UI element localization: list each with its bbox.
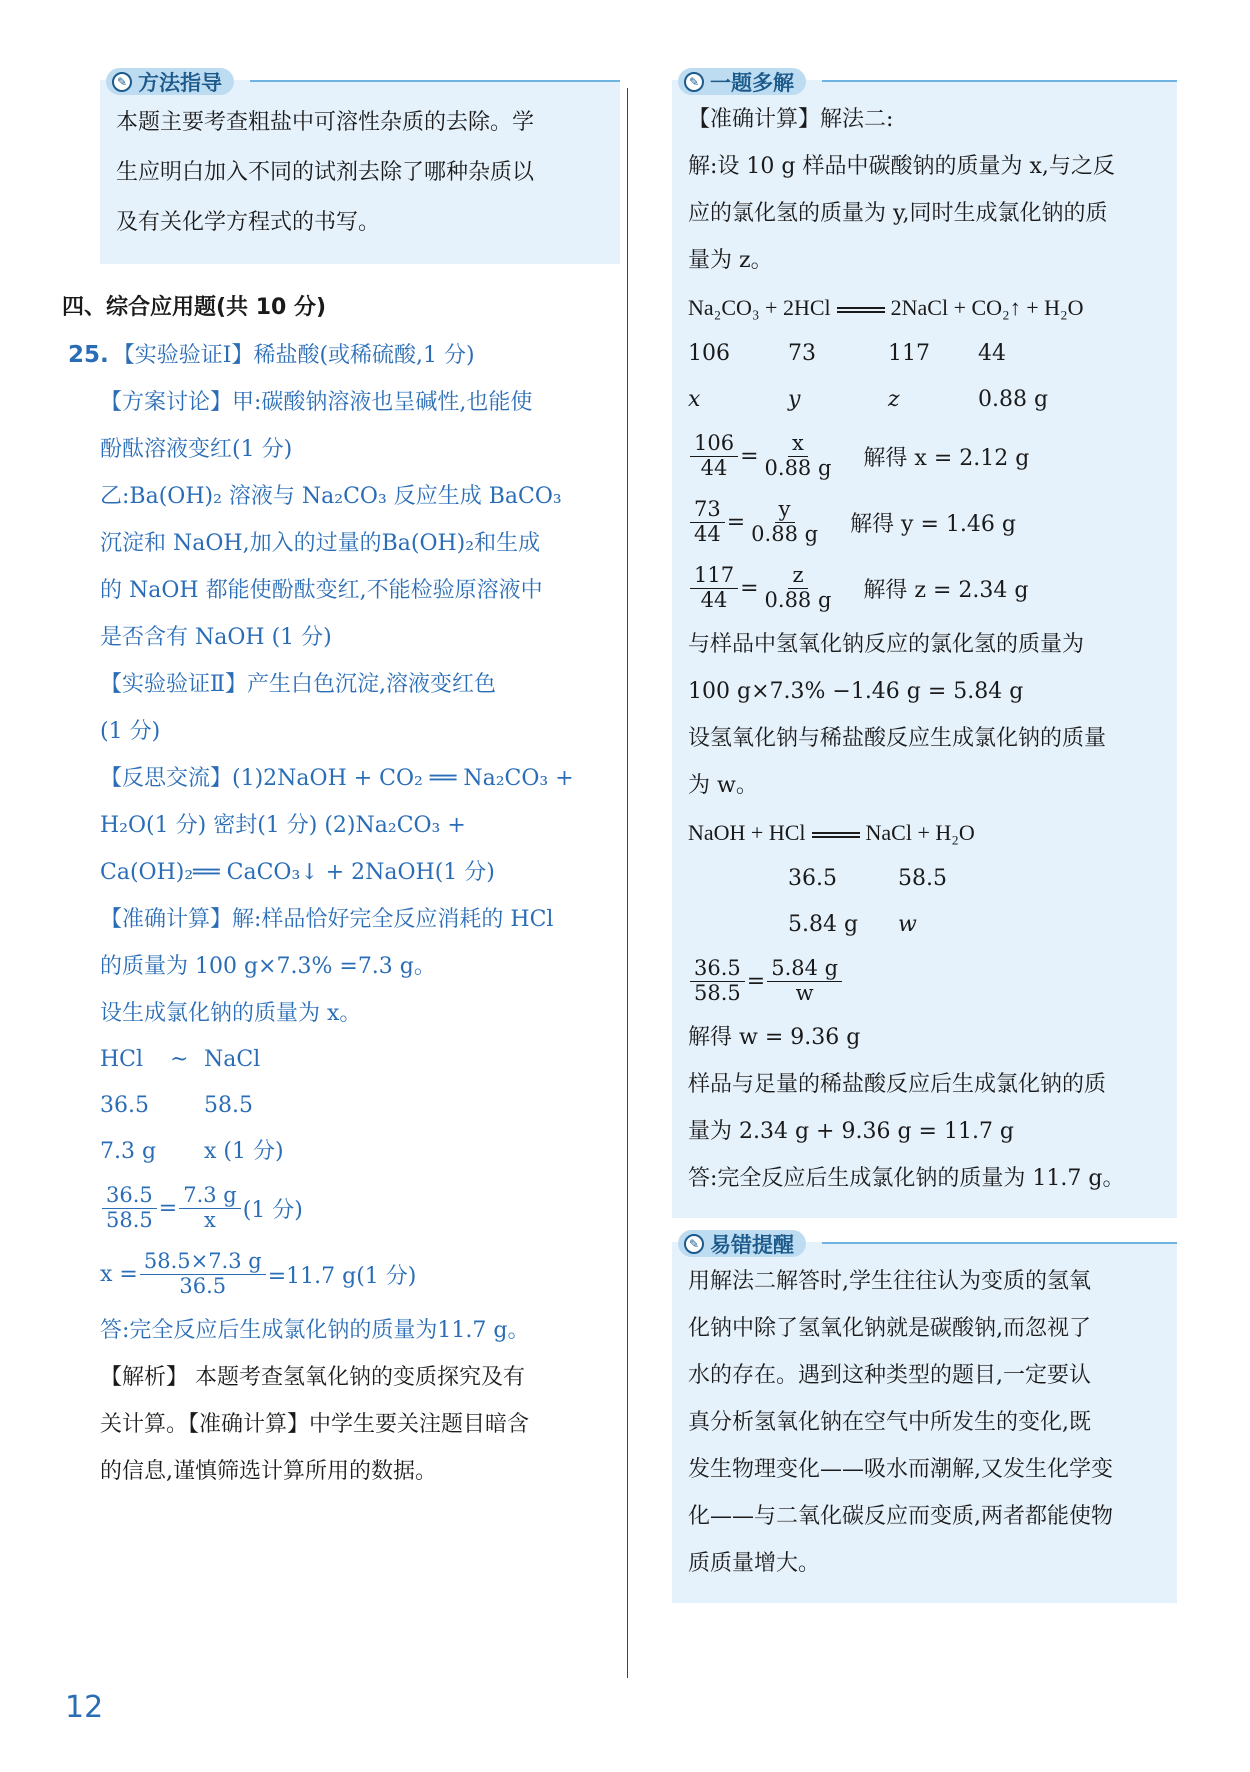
section-title: 四、综合应用题(共 10 分) — [62, 295, 327, 320]
proportion-equation: $\frac{36.5}{58.5}$ = $\frac{7.3 g}{x}$ (1 分) — [100, 1175, 620, 1241]
proportion-w: $\frac{36.5}{58.5}$ = $\frac{5.84 g}{w}$ — [688, 948, 1161, 1014]
multi-solution-tag — [678, 68, 806, 95]
ratio-row: 7.3 g x (1 分) — [100, 1139, 284, 1164]
answer-line: 的质量为 100 g×7.3% =7.3 g。 — [100, 954, 436, 979]
answer-line: 【准确计算】解:样品恰好完全反应消耗的 HCl — [100, 907, 554, 932]
error-reminder-tag — [678, 1230, 806, 1257]
box-rule — [822, 1242, 1177, 1244]
answer-line: 酚酞溶液变红(1 分) — [100, 437, 293, 462]
solution-line: 应的氯化氢的质量为 y,同时生成氯化钠的质 — [688, 201, 1108, 226]
answer-line: 【反思交流】(1)2NaOH + CO₂ ══ Na₂CO₃ + — [100, 766, 574, 791]
eq1-var-row: x y z 0.88 g — [688, 387, 1049, 412]
solution-line: 设氢氧化钠与稀盐酸反应生成氯化钠的质量 — [688, 726, 1107, 751]
page-number: 12 — [65, 1690, 104, 1725]
pencil-icon: ✎ — [684, 72, 704, 92]
answer-line: 设生成氯化钠的质量为 x。 — [100, 1001, 362, 1026]
analysis-line: 【解析】 本题考查氢氧化钠的变质探究及有 — [100, 1365, 525, 1390]
chemical-equation-1: Na₂CO₃ + 2HCl 2NaCl + CO₂↑ + H₂O — [688, 295, 1084, 320]
answer-line: Ca(OH)₂══ CaCO₃↓ + 2NaOH(1 分) — [100, 860, 495, 885]
answer-line: 是否含有 NaOH (1 分) — [100, 625, 332, 650]
box-rule — [822, 80, 1177, 82]
reminder-line: 质质量增大。 — [688, 1551, 821, 1576]
column-divider — [627, 88, 628, 1678]
reminder-line: 发生物理变化——吸水而潮解,又发生化学变 — [688, 1457, 1113, 1482]
reminder-line: 化——与二氧化碳反应而变质,两者都能使物 — [688, 1504, 1113, 1529]
method-line: 及有关化学方程式的书写。 — [116, 210, 381, 235]
answer-statement: 答:完全反应后生成氯化钠的质量为11.7 g。 — [100, 1318, 530, 1343]
answer-line: H₂O(1 分) 密封(1 分) (2)Na₂CO₃ + — [100, 813, 466, 838]
method-line: 本题主要考查粗盐中可溶性杂质的去除。学 — [116, 110, 535, 135]
error-reminder-title: 易错提醒 — [710, 1232, 794, 1257]
multi-solution-title: 一题多解 — [710, 70, 794, 95]
method-box-title: 方法指导 — [138, 70, 222, 95]
reminder-line: 用解法二解答时,学生往往认为变质的氢氧 — [688, 1269, 1091, 1294]
eq2-var-row: 5.84 g w — [788, 912, 917, 937]
solution-line: 样品与足量的稀盐酸反应后生成氯化钠的质 — [688, 1072, 1107, 1097]
proportion-y: $\frac{73}{44}$ = $\frac{y}{0.88 g}$ 解得 y = 1.46 g — [688, 489, 1161, 555]
chemical-equation-2: NaOH + HCl NaCl + H₂O — [688, 820, 975, 845]
proportion-z: $\frac{117}{44}$ = $\frac{z}{0.88 g}$ 解得 z = 2.34 g — [688, 555, 1161, 621]
multi-solution-box — [672, 70, 1177, 1218]
right-column — [672, 70, 1177, 1603]
answer-line: (1 分) — [100, 719, 161, 744]
left-column — [62, 70, 620, 1495]
error-reminder-box — [672, 1232, 1177, 1603]
solution-line: 答:完全反应后生成氯化钠的质量为 11.7 g。 — [688, 1166, 1125, 1191]
answer-line: 【实验验证Ⅰ】稀盐酸(或稀硫酸,1 分) — [112, 343, 475, 368]
solution-line: 为 w。 — [688, 773, 758, 798]
answer-line: 【方案讨论】甲:碳酸钠溶液也呈碱性,也能使 — [100, 390, 533, 415]
reminder-line: 真分析氢氧化钠在空气中所发生的变化,既 — [688, 1410, 1091, 1435]
answer-line: 的 NaOH 都能使酚酞变红,不能检验原溶液中 — [100, 578, 543, 603]
method-line: 生应明白加入不同的试剂去除了哪种杂质以 — [116, 160, 535, 185]
proportion-x: $\frac{106}{44}$ = $\frac{x}{0.88 g}$ 解得 x = 2.12 g — [688, 423, 1161, 489]
pencil-icon: ✎ — [684, 1234, 704, 1254]
analysis-line: 的信息,谨慎筛选计算所用的数据。 — [100, 1459, 437, 1484]
solution-equation: x = $\frac{58.5\times 7.3 g}{36.5}$ =11.7 g(1 分) — [100, 1249, 417, 1298]
method-box — [100, 70, 620, 264]
reminder-line: 水的存在。遇到这种类型的题目,一定要认 — [688, 1363, 1091, 1388]
question-number: 25. — [68, 342, 109, 368]
ratio-row: 36.5 58.5 — [100, 1093, 253, 1118]
answer-line: 乙:Ba(OH)₂ 溶液与 Na₂CO₃ 反应生成 BaCO₃ — [100, 484, 562, 509]
solution-line: 与样品中氢氧化钠反应的氯化氢的质量为 — [688, 632, 1085, 657]
analysis-line: 关计算。【准确计算】中学生要关注题目暗含 — [100, 1412, 530, 1437]
eq1-mass-row: 106 73 117 44 — [688, 341, 1006, 366]
solution-line: 解得 w = 9.36 g — [688, 1025, 861, 1050]
solution-line: 量为 2.34 g + 9.36 g = 11.7 g — [688, 1119, 1015, 1144]
ratio-row: HCl ~ NaCl — [100, 1047, 261, 1072]
reminder-line: 化钠中除了氢氧化钠就是碳酸钠,而忽视了 — [688, 1316, 1091, 1341]
solution-line: 100 g×7.3% −1.46 g = 5.84 g — [688, 679, 1024, 704]
solution-line: 【准确计算】解法二: — [688, 107, 894, 132]
solution-line: 解:设 10 g 样品中碳酸钠的质量为 x,与之反 — [688, 154, 1115, 179]
pencil-icon: ✎ — [112, 72, 132, 92]
answer-line: 【实验验证Ⅱ】产生白色沉淀,溶液变红色 — [100, 672, 496, 697]
method-box-tag — [106, 68, 234, 95]
solution-line: 量为 z。 — [688, 248, 773, 273]
box-rule — [250, 80, 620, 82]
answer-line: 沉淀和 NaOH,加入的过量的Ba(OH)₂和生成 — [100, 531, 541, 556]
eq2-mass-row: 36.5 58.5 — [788, 866, 947, 891]
